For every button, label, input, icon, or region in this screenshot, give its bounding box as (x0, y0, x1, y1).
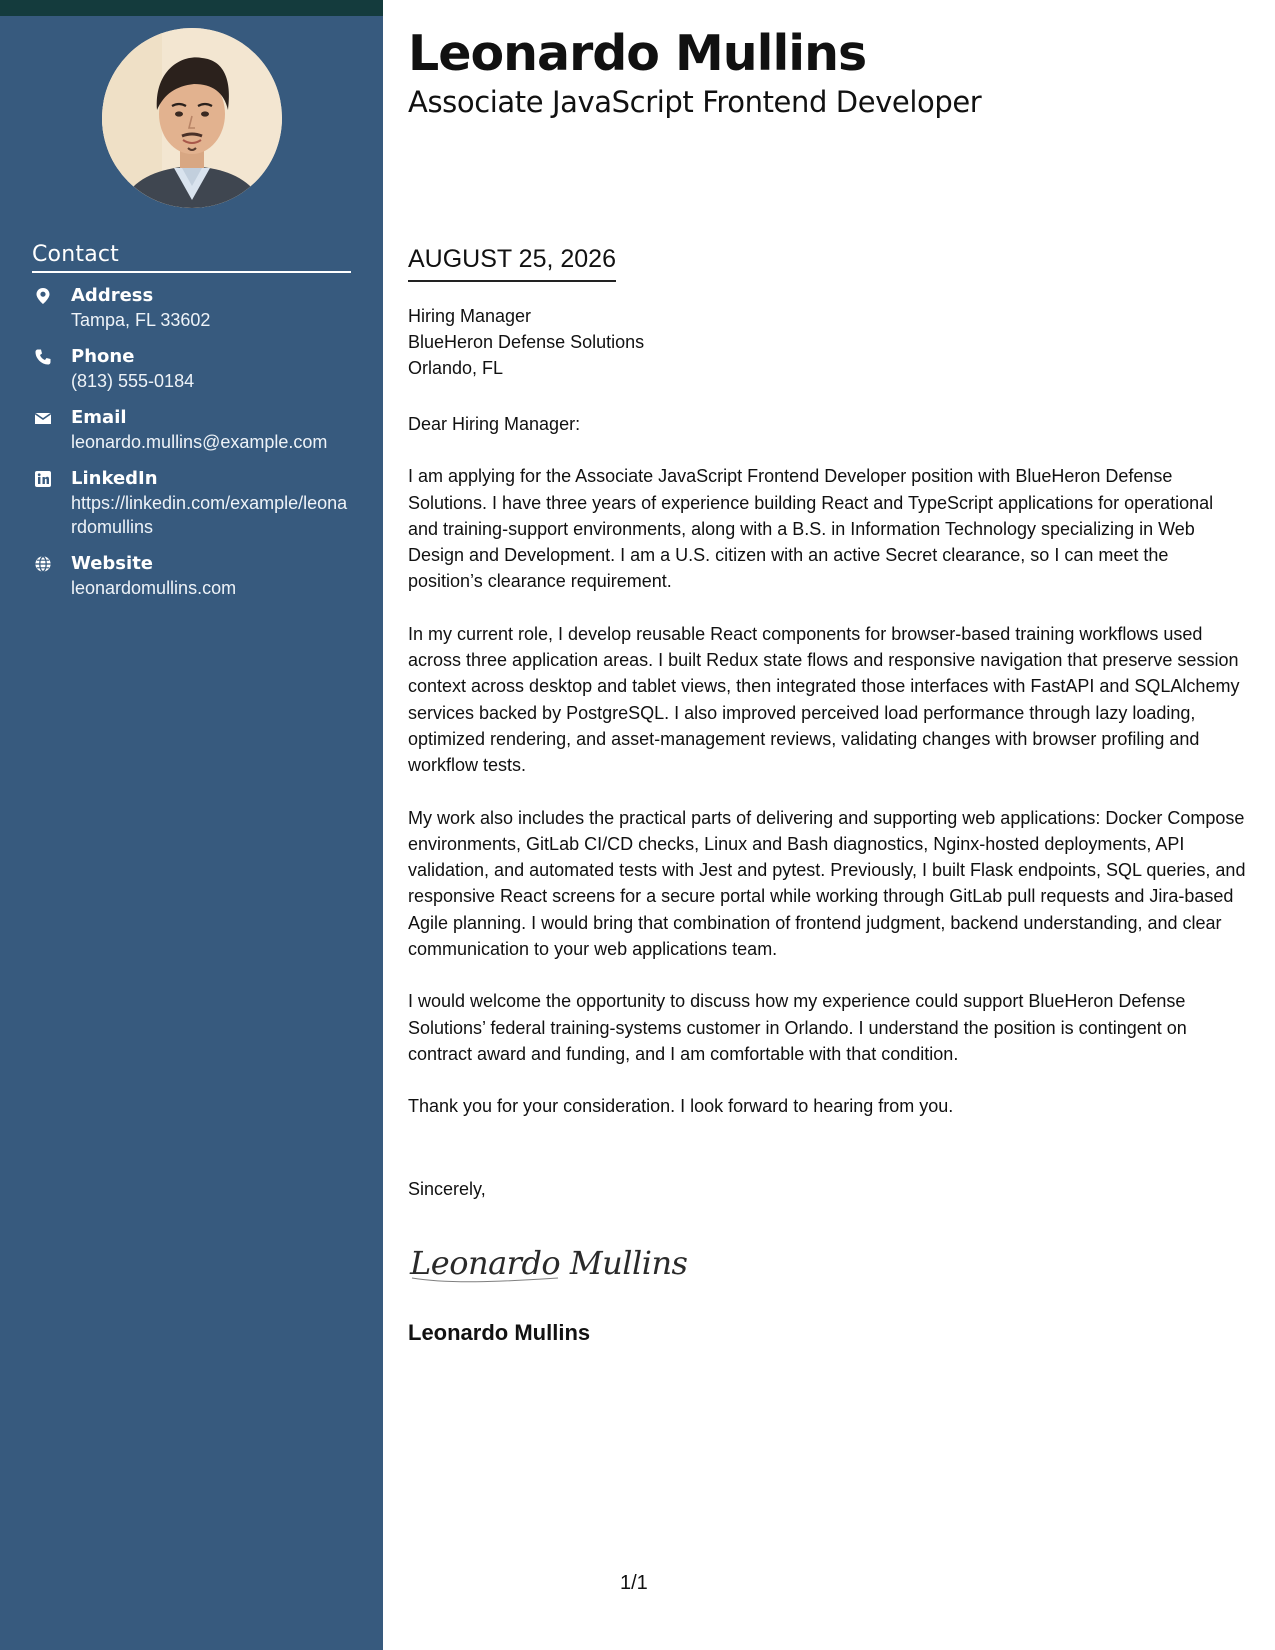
body-paragraph: I would welcome the opportunity to discuss how my experience could support BlueHeron Defense Solutions’ federal training-systems customer in Orlando. I understand the position is contingent on contract award and funding, and I am comfortable with that condition. (408, 991, 1187, 1064)
address-value: Tampa, FL 33602 (71, 310, 211, 330)
page-number: 1/1 (620, 1572, 648, 1594)
signer-name: Leonardo Mullins (408, 1320, 591, 1345)
linkedin-icon (34, 470, 52, 488)
job-title: Associate JavaScript Frontend Developer (408, 85, 982, 119)
phone-label: Phone (71, 346, 135, 367)
handwritten-signature (408, 1228, 688, 1288)
address-label: Address (71, 285, 154, 306)
profile-photo (102, 28, 282, 208)
contact-item-email (32, 406, 362, 454)
linkedin-label: LinkedIn (71, 468, 158, 489)
recipient-line: Hiring Manager (408, 306, 532, 326)
applicant-name: Leonardo Mullins (408, 25, 867, 82)
recipient-block (408, 303, 644, 381)
body-paragraph: I am applying for the Associate JavaScript Frontend Developer position with BlueHeron Defense Solutions. I have three years of experience building React and TypeScript applications for operational and training-support environments, along with a B.S. in Information Technology specializing in Web Design and Development. I am a U.S. citizen with an active Secret clearance, so I can meet the position’s clearance requirement. (408, 466, 1214, 592)
recipient-line: Orlando, FL (408, 358, 504, 378)
contact-list (32, 284, 362, 613)
contact-item-linkedin (32, 467, 362, 539)
svg-text:Leonardo Mullins: Leonardo Mullins (410, 1244, 688, 1282)
linkedin-value[interactable]: https://linkedin.com/example/leonardomullins (71, 493, 348, 537)
body-paragraph: Thank you for your consideration. I look forward to hearing from you. (408, 1096, 954, 1117)
email-label: Email (71, 407, 127, 428)
map-pin-icon (34, 287, 52, 305)
globe-icon (34, 555, 52, 573)
letter-body (408, 411, 1248, 1146)
body-paragraph: In my current role, I develop reusable React components for browser-based training workflows used across three application areas. I built Redux state flows and responsive navigation that preserve session context across desktop and tablet views, then integrated those interfaces with FastAPI and SQLAlchemy services backed by PostgreSQL. I also improved perceived load performance through lazy loading, optimized rendering, and asset-management reviews, validating changes with browser profiling and workflow tests. (408, 623, 1240, 776)
email-value[interactable]: leonardo.mullins@example.com (71, 432, 328, 452)
phone-icon (34, 348, 52, 366)
contact-item-address (32, 284, 362, 332)
body-paragraph: My work also includes the practical parts of delivering and supporting web applications: Docker Compose environments, GitLab CI/CD checks, Linux and Bash diagnostics, Nginx-hosted deployments, API validation, and automated tests with Jest and pytest. Previously, I built Flask endpoints, SQL queries, and responsive React screens for a secure portal while working through GitLab pull requests and Jira-based Agile planning. I would bring that combination of frontend judgment, backend understanding, and clear communication to your web applications team. (408, 807, 1246, 960)
website-value[interactable]: leonardomullins.com (71, 578, 237, 598)
website-label: Website (71, 553, 154, 574)
contact-item-phone (32, 345, 362, 393)
salutation: Dear Hiring Manager: (408, 414, 581, 434)
contact-item-website (32, 552, 362, 600)
top-accent-bar (0, 0, 383, 16)
contact-heading: Contact (32, 242, 351, 273)
phone-value: (813) 555-0184 (71, 371, 195, 391)
letter-date: AUGUST 25, 2026 (408, 243, 616, 282)
closing: Sincerely, (408, 1179, 486, 1199)
recipient-line: BlueHeron Defense Solutions (408, 332, 645, 352)
envelope-icon (34, 409, 52, 427)
sidebar (0, 16, 383, 1650)
